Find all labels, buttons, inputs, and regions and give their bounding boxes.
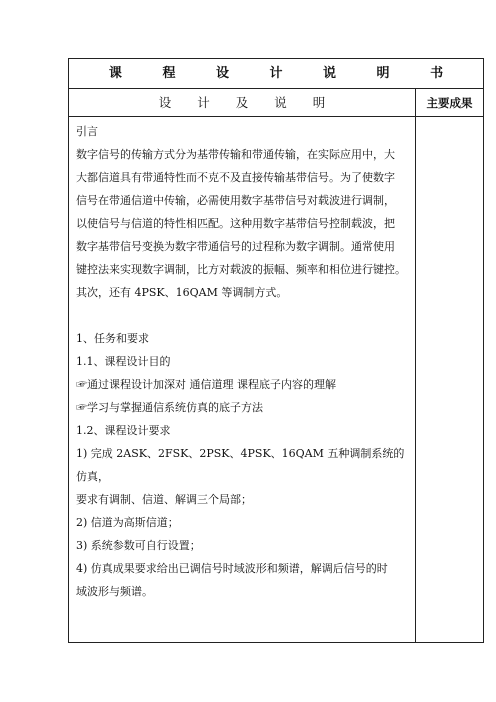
requirement-line: 4) 仿真成果要求给出已调信号时域波形和频谱，解调后信号的时 <box>76 562 388 575</box>
title-row <box>69 59 483 89</box>
intro-line: 数字基带信号变换为数字带通信号的过程称为数字调制。通常使用 <box>76 240 395 253</box>
requirement-line: 1) 完成 2ASK、2FSK、2PSK、4PSK、16QAM 五种调制系统的仿真， <box>76 447 405 483</box>
left-column-heading: 设 计 及 说 明 <box>158 95 337 110</box>
document-title: 课 程 设 计 说 明 书 <box>108 66 462 81</box>
intro-line: 大都信道具有带通特性而不克不及直接传输基带信号。为了使数字 <box>76 171 395 184</box>
requirement-line: 要求有调制、信道、解调三个局部； <box>76 493 252 506</box>
goal-item: ☞学习与掌握通信系统仿真的底子方法 <box>76 401 263 414</box>
intro-line: 键控法来实现数字调制，比方对载波的振幅、频率和相位进行键控。 <box>76 263 406 276</box>
intro-line: 以使信号与信道的特性相匹配。这种用数字基带信号控制载波，把 <box>76 217 395 230</box>
spacer <box>76 304 412 327</box>
header-row <box>69 89 483 117</box>
requirement-line: 3) 系统参数可自行设置； <box>76 539 201 552</box>
requirement-line: 2) 信道为高斯信道； <box>76 516 179 529</box>
subsection-heading: 1.2、课程设计要求 <box>76 424 171 437</box>
intro-line: 其次，还有 4PSK、16QAM 等调制方式。 <box>76 286 288 299</box>
requirement-line: 域波形与频谱。 <box>76 585 153 598</box>
content-body <box>76 120 412 603</box>
intro-line: 数字信号的传输方式分为基带传输和带通传输，在实际应用中，大 <box>76 148 395 161</box>
column-divider <box>415 89 416 642</box>
intro-heading: 引言 <box>76 125 98 138</box>
intro-line: 信号在带通信道中传输，必需使用数字基带信号对载波进行调制， <box>76 194 395 207</box>
section-heading: 1、任务和要求 <box>76 332 149 345</box>
right-column-heading: 主要成果 <box>426 96 473 110</box>
subsection-heading: 1.1、课程设计目的 <box>76 355 171 368</box>
goal-item: ☞通过课程设计加深对 通信道理 课程底子内容的理解 <box>76 378 336 391</box>
